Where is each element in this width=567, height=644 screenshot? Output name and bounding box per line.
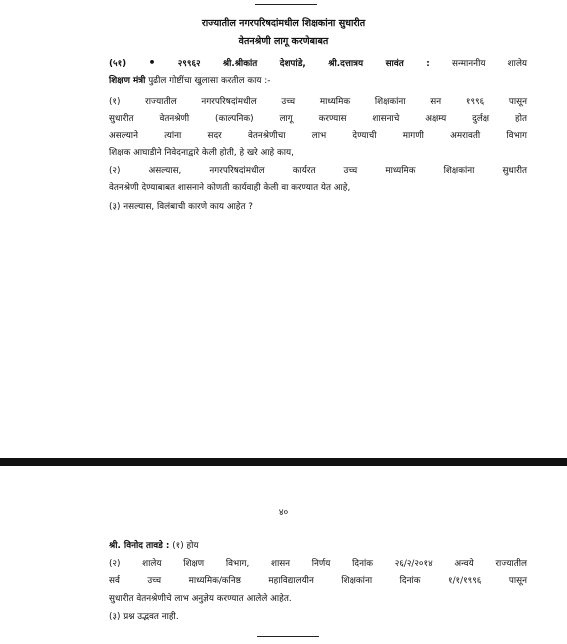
question-text-line: सुधारीत वेतनश्रेणी (काल्पनिक) लागू करण्यास शासनाचे अक्षम्य दुर्लक्ष होत	[109, 114, 527, 124]
question-text-line: (३) नसल्यास, विलंबाची कारणे काय आहेत ?	[109, 202, 253, 212]
question-text-line: वेतनश्रेणी देण्याबाबत शासनाने कोणती कार्यवाही केली वा करण्यात येत आहे,	[109, 183, 351, 193]
question-addressee: सन्माननीय शालेय	[452, 59, 528, 69]
answer-header	[109, 539, 527, 553]
question-line-2	[109, 74, 527, 88]
question-bullet: •	[148, 56, 156, 69]
answer-text-line: (२) शालेय शिक्षण विभाग, शासन निर्णय दिनांक २६/२/२०१४ अन्वये राज्यातील	[109, 559, 527, 569]
question-text-line: (२) असल्यास, नगरपरिषदांमधील कार्यरत उच्च माध्यमिक शिक्षकांना सुधारीत	[109, 166, 527, 176]
answer-text-line: सुधारीत वेतनश्रेणीचे लाभ अनुज्ञेय करण्यात आलेले आहेत.	[109, 594, 292, 604]
page-number: ४०	[278, 508, 289, 518]
question-code: २९९६२	[177, 59, 201, 69]
bottom-divider	[257, 636, 319, 637]
question-number: (५१)	[109, 59, 127, 69]
question-askers: श्री.श्रीकांत देशपांडे, श्री.दत्तात्रय सावंत :	[222, 59, 430, 69]
heading-line-2: वेतनश्रेणी लागू करणेबाबत	[238, 36, 329, 47]
answer-first: (१) होय	[172, 541, 199, 551]
top-divider	[255, 4, 317, 5]
answer-text-line: (३) प्रश्न उद्भवत नाही.	[109, 612, 179, 622]
question-text-line: शिक्षक आघाडीने निवेदनाद्वारे केली होती, हे खरे आहे काय,	[109, 148, 294, 158]
question-header	[109, 56, 527, 71]
question-text-line: असल्याने त्यांना सदर वेतनश्रेणीचा लाभ देण्याची मागणी अमरावती विभाग	[109, 131, 527, 141]
page-separator	[0, 458, 567, 466]
minister-title: शिक्षण मंत्री	[109, 76, 146, 86]
question-intro: पुढील गोष्टींचा खुलासा करतील काय :-	[148, 76, 271, 86]
answer-minister: श्री. विनोद तावडे :	[109, 541, 170, 551]
question-text-line: (१) राज्यातील नगरपरिषदांमधील उच्च माध्यमिक शिक्षकांना सन १९९६ पासून	[109, 97, 527, 107]
heading-line-1: राज्यातील नगरपरिषदांमधील शिक्षकांना सुधारीत	[201, 18, 366, 29]
answer-text-line: सर्व उच्च माध्यमिक/कनिष्ठ महाविद्यालयीन शिक्षकांना दिनांक १/१/१९९६ पासून	[109, 576, 527, 586]
